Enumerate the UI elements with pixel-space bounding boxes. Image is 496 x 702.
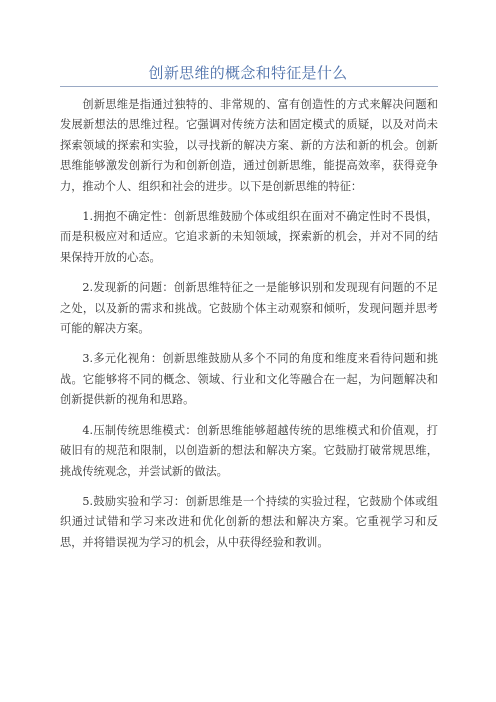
title-divider [60,86,438,87]
feature-paragraph-3: 3.多元化视角：创新思维鼓励从多个不同的角度和维度来看待问题和挑战。它能够将不同的概念、领域、行业和文化等融合在一起，为问题解决和创新提供新的视角和思路。 [60,352,438,407]
paragraph-gap [60,411,438,421]
paragraph-gap [60,268,438,278]
paragraph-gap [60,339,438,349]
document-body [60,95,438,553]
paragraph-gap [60,482,438,492]
feature-paragraph-1: 1.拥抱不确定性：创新思维鼓励个体或组织在面对不确定性时不畏惧，而是积极应对和适应。它追求新的未知领域，探索新的机会，并对不同的结果保持开放的心态。 [60,210,438,264]
feature-paragraph-5: 5.鼓励实验和学习：创新思维是一个持续的实验过程，它鼓励个体或组织通过试错和学习来改进和优化创新的想法和解决方案。它重视学习和反思，并将错误视为学习的机会，从中获得经验和教训。 [60,494,438,549]
intro-paragraph: 创新思维是指通过独特的、非常规的、富有创造性的方式来解决问题和发展新想法的思维过程。它强调对传统方法和固定模式的质疑，以及对尚未探索领域的探索和实验，以寻找新的解决方案、新的方法和新的机会。创新思维能够激发创新行为和创新创造，通过创新思维，能提高效率，获得竞争力，推动个人、组织和社会的进步。以下是创新思维的特征： [60,98,438,193]
feature-paragraph-2: 2.发现新的问题：创新思维特征之一是能够识别和发现现有问题的不足之处，以及新的需求和挑战。它鼓励个体主动观察和倾听，发现问题并思考可能的解决方案。 [60,281,438,336]
page-title: 创新思维的概念和特征是什么 [148,64,348,82]
feature-paragraph-4: 4.压制传统思维模式：创新思维能够超越传统的思维模式和价值观，打破旧有的规范和限制，以创造新的想法和解决方案。它鼓励打破常规思维，挑战传统观念，并尝试新的做法。 [60,423,438,478]
paragraph-gap [60,197,438,207]
